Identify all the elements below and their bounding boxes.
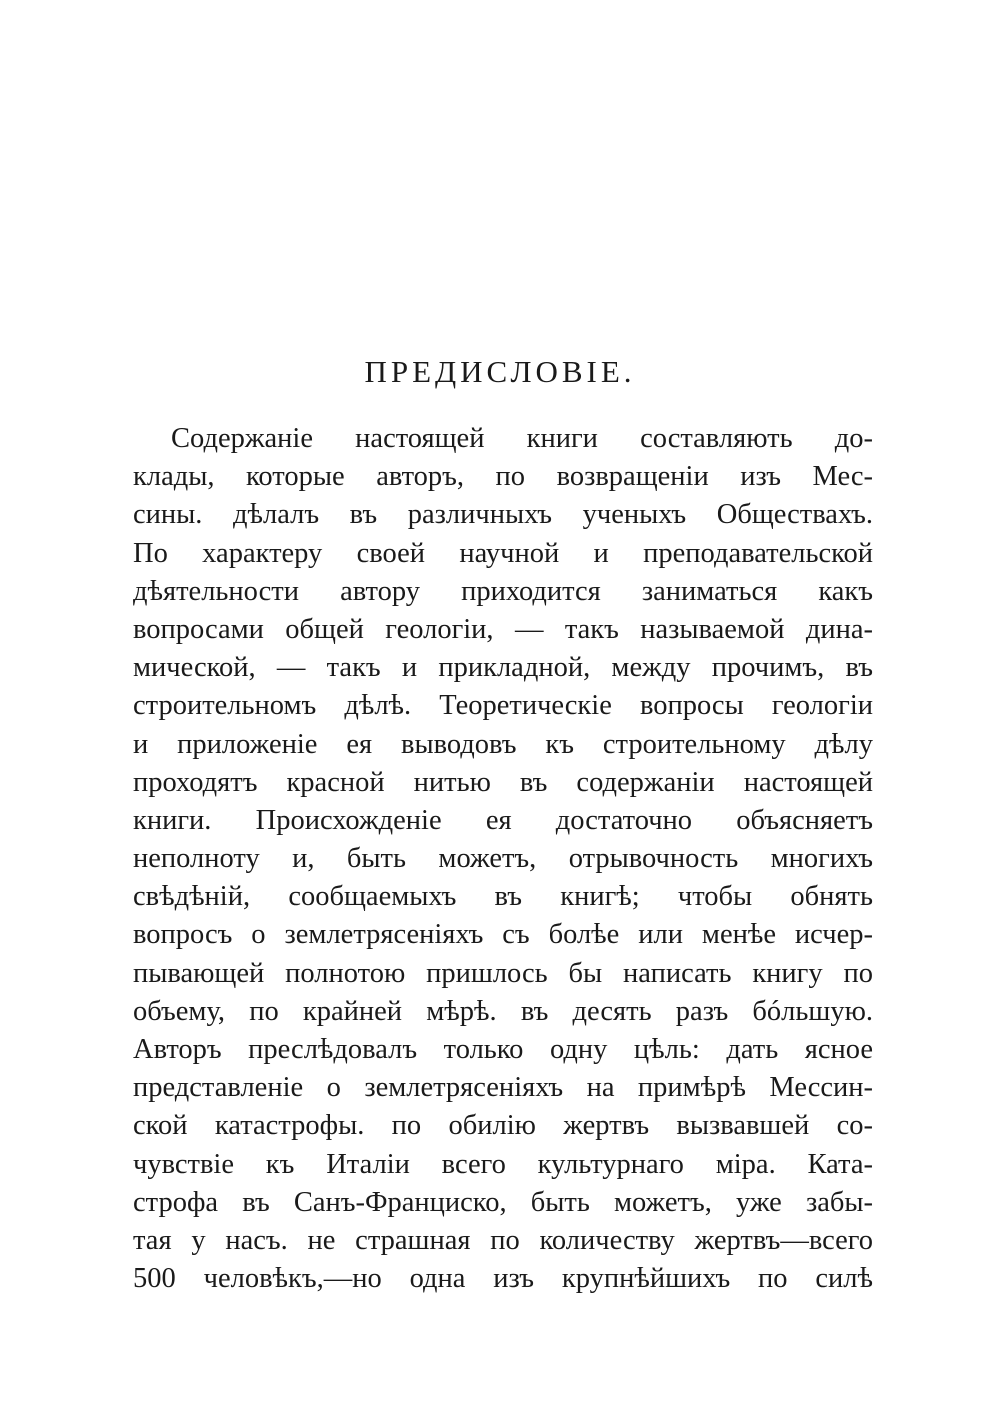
text-line: и приложеніе ея выводовъ къ строительному дѣлу xyxy=(133,728,873,760)
text-line: По характеру своей научной и преподавательской xyxy=(133,537,873,569)
text-line: представленіе о землетрясеніяхъ на примѣрѣ Мессин- xyxy=(133,1072,873,1104)
text-line: объему, по крайней мѣрѣ. въ десять разъ бóльшую. xyxy=(133,995,873,1027)
text-line: 500 человѣкъ,—но одна изъ крупнѣйшихъ по силѣ xyxy=(133,1263,873,1295)
text-line: мической, — такъ и прикладной, между прочимъ, въ xyxy=(133,652,873,684)
text-line: Авторъ преслѣдовалъ только одну цѣль: дать ясное xyxy=(133,1034,873,1065)
text-line: пывающей полнотою пришлось бы написать книгу по xyxy=(133,957,873,989)
text-line: тая у насъ. не страшная по количеству жертвъ—всего xyxy=(133,1224,873,1256)
preface-text xyxy=(133,420,873,1298)
text-line: ской катастрофы. по обилію жертвъ вызвавшей со- xyxy=(133,1110,873,1142)
text-line: строительномъ дѣлѣ. Теоретическіе вопросы геологіи xyxy=(133,690,873,722)
text-line: книги. Происхожденіе ея достаточно объясняетъ xyxy=(133,804,873,836)
text-line: клады, которые авторъ, по возвращеніи изъ Мес- xyxy=(133,461,873,493)
text-line: чувствіе къ Италіи всего культурнаго міра. Ката- xyxy=(133,1148,873,1180)
text-line: свѣдѣній, сообщаемыхъ въ книгѣ; чтобы обнять xyxy=(133,881,873,913)
text-line: строфа въ Санъ-Франциско, быть можетъ, уже забы- xyxy=(133,1186,873,1218)
page-title: ПРЕДИСЛОВІЕ. xyxy=(364,354,636,389)
text-line: дѣятельности автору приходится заниматься какъ xyxy=(133,575,873,607)
text-line: вопросъ о землетрясеніяхъ съ болѣе или менѣе исчер- xyxy=(133,919,873,951)
text-line: сины. дѣлалъ въ различныхъ ученыхъ Обществахъ. xyxy=(133,499,873,531)
text-line: проходятъ красной нитью въ содержаніи настоящей xyxy=(133,766,873,798)
text-line: Содержаніе настоящей книги составляють до- xyxy=(171,423,873,454)
text-line: вопросами общей геологіи, — такъ называемой дина- xyxy=(133,613,873,645)
text-line: неполноту и, быть можетъ, отрывочность многихъ xyxy=(133,843,873,875)
